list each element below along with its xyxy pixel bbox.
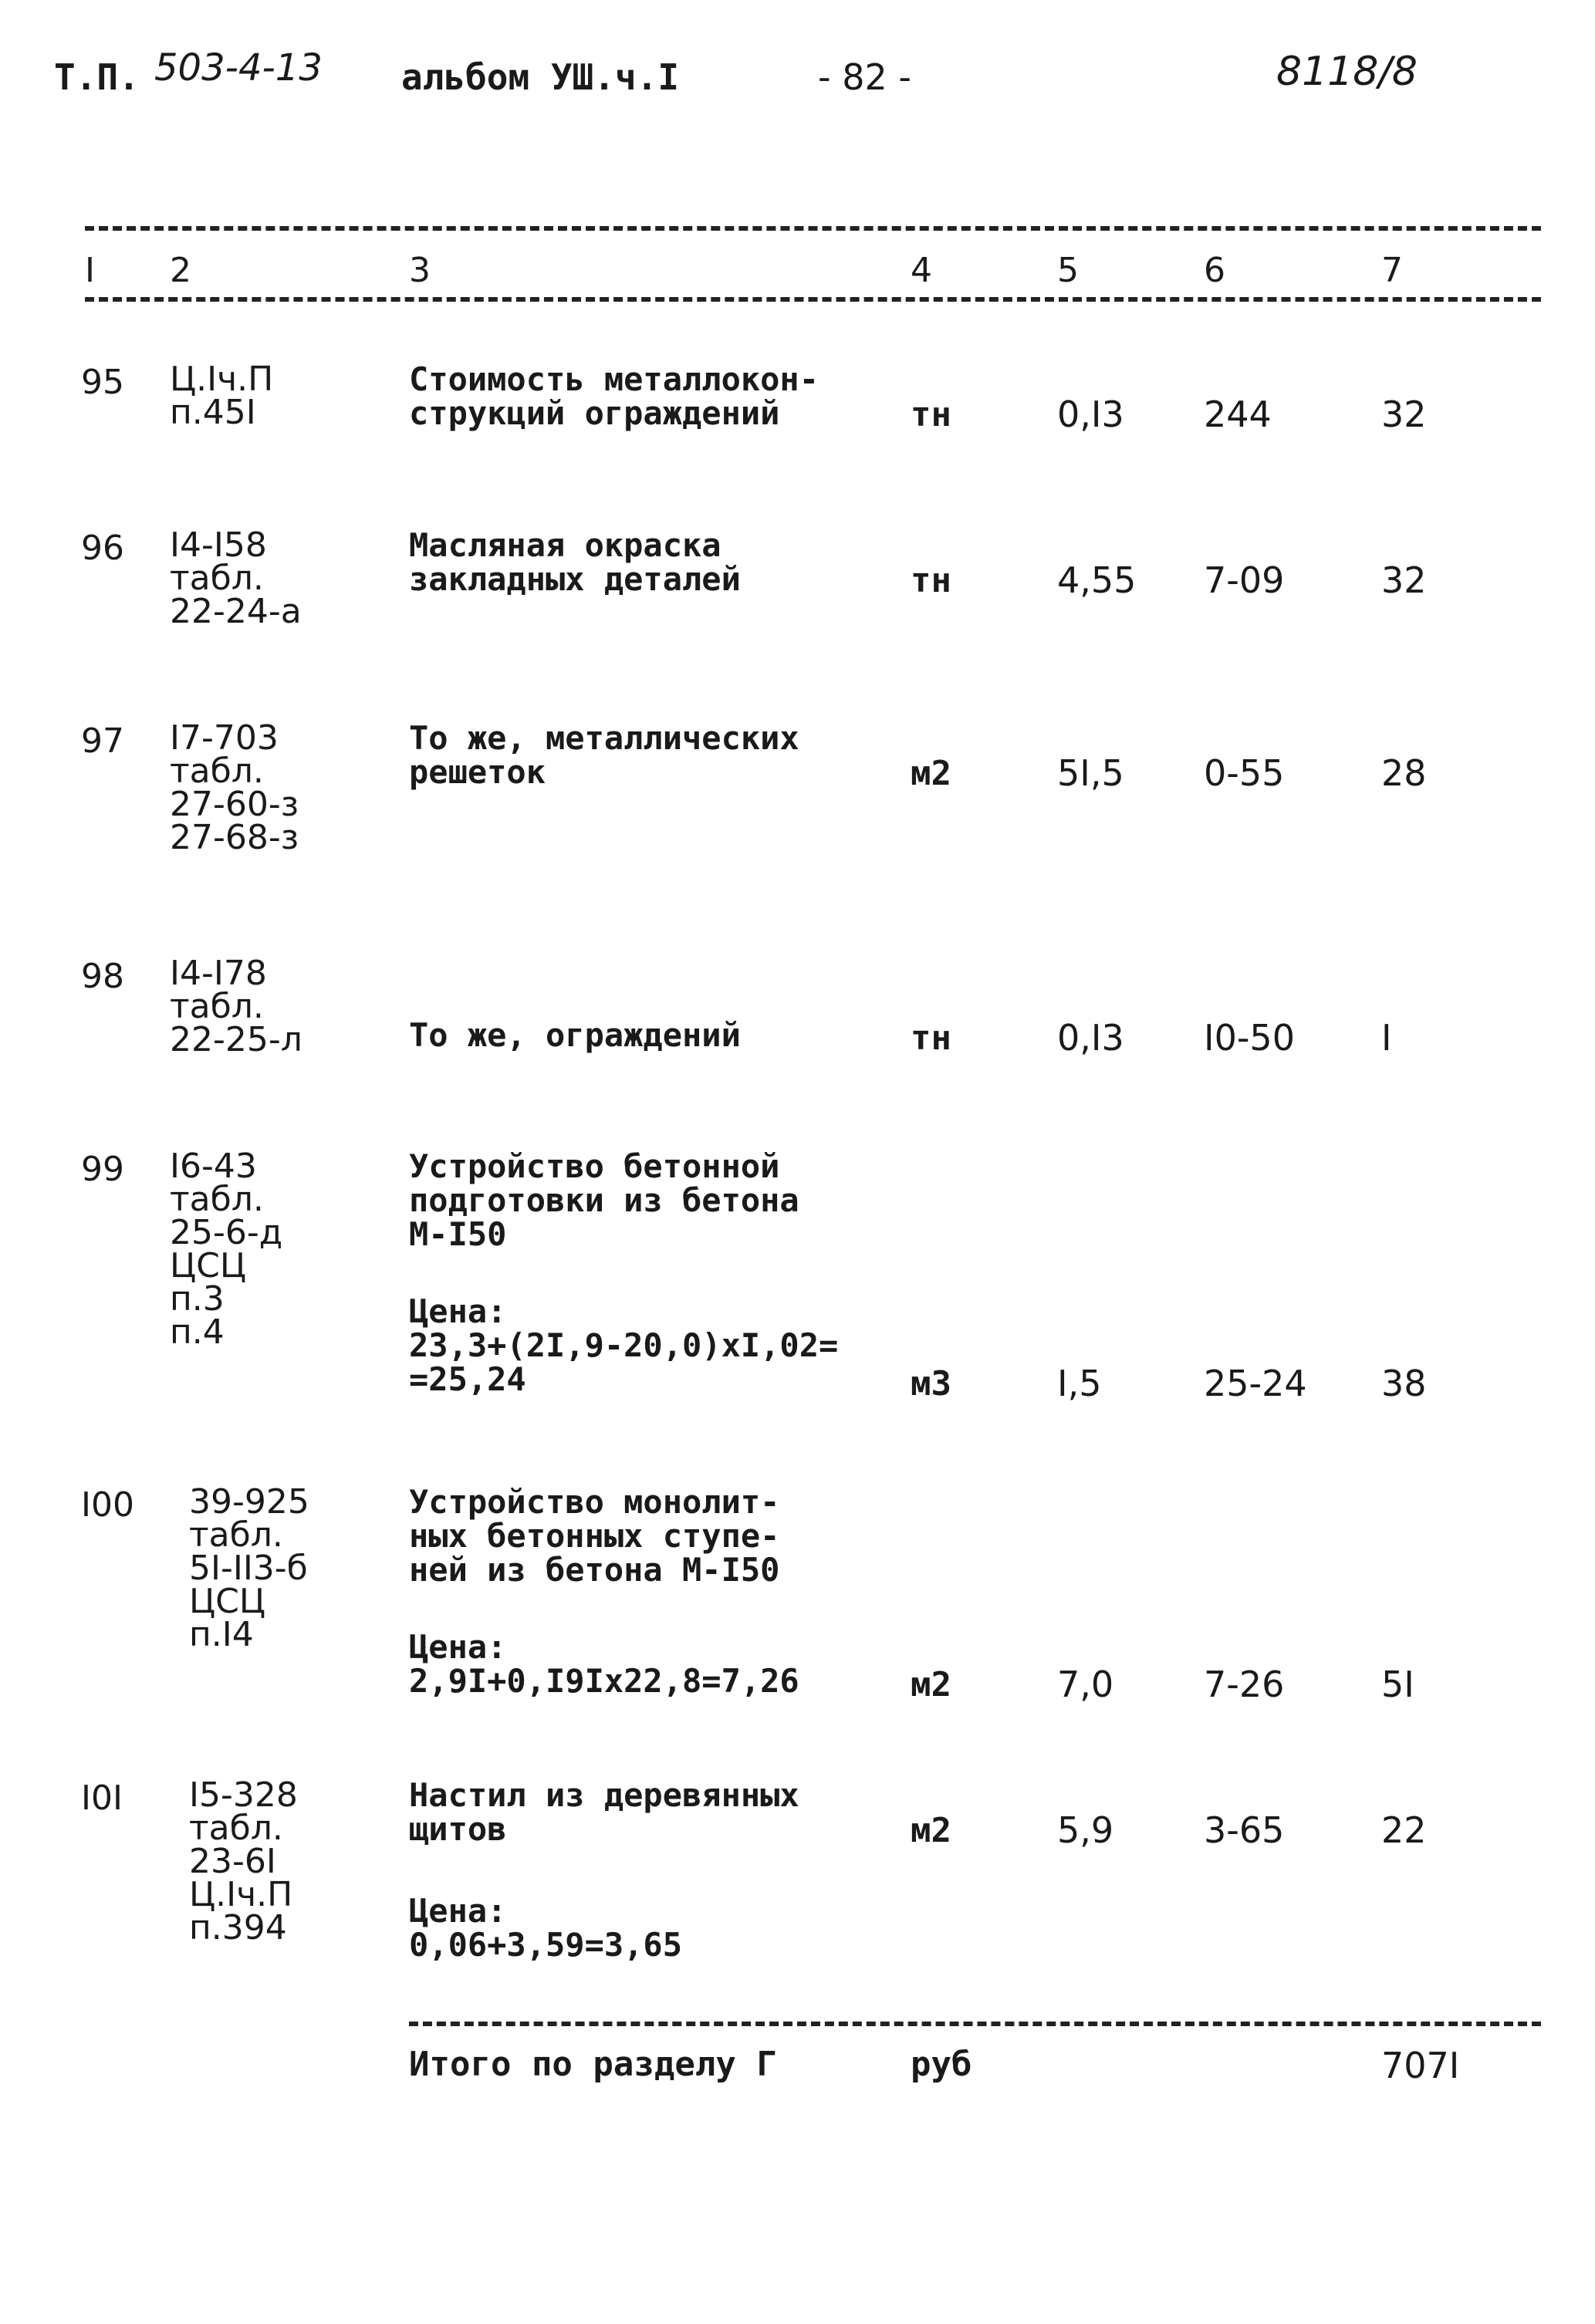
row-cost: 28 [1381,752,1427,794]
row-reference: I5-328 табл. 23-6I Ц.Iч.П п.394 [189,1775,298,1947]
album-label: альбом УШ.ч.I [401,56,680,98]
column-header-5: 5 [1057,251,1079,290]
row-quantity: 5I,5 [1057,752,1124,794]
row-cost: 22 [1381,1809,1427,1851]
row-number: I00 [81,1485,134,1525]
row-quantity: I,5 [1057,1363,1102,1404]
row-description: То же, ограждений [409,1016,741,1054]
header-prefix: Т.П. [54,56,140,98]
total-unit: руб [911,2045,972,2084]
row-number: 98 [81,957,124,996]
row-rate: 244 [1204,394,1272,435]
total-value: 707I [1381,2045,1460,2086]
table-header-rule [85,297,1541,302]
page-number: - 82 - [818,56,911,98]
column-header-2: 2 [170,251,191,290]
row-rate: 25-24 [1204,1363,1307,1404]
row-cost: 38 [1381,1363,1427,1404]
row-cost: 32 [1381,394,1427,435]
row-description: То же, металлических решеток [409,719,799,791]
row-reference: Ц.Iч.П п.45I [170,360,274,432]
column-header-1: I [85,251,95,290]
row-cost: 32 [1381,559,1427,601]
row-number: 99 [81,1150,124,1189]
project-number: 503-4-13 [154,46,323,90]
column-header-7: 7 [1381,251,1403,290]
row-number: 95 [81,363,124,402]
row-cost: I [1381,1017,1392,1059]
row-price-calc: Цена: 2,9I+0,I9Ix22,8=7,26 [409,1628,799,1700]
row-reference: I6-43 табл. 25-6-д ЦСЦ п.3 п.4 [170,1147,283,1352]
row-unit: м2 [911,1811,951,1850]
row-number: 97 [81,721,124,761]
document-code: 8118/8 [1276,49,1418,95]
row-rate: 7-26 [1204,1664,1285,1705]
row-reference: I7-703 табл. 27-60-з 27-68-з [170,718,299,857]
row-unit: м2 [911,754,951,793]
column-header-3: 3 [409,251,431,290]
row-unit: тн [911,1018,951,1058]
row-description: Масляная окраска закладных деталей [409,526,741,598]
row-number: 96 [81,529,124,568]
total-rule [409,2022,1541,2026]
row-number: I0I [81,1778,123,1818]
page-header [54,42,1541,104]
row-rate: 0-55 [1204,752,1285,794]
row-quantity: 0,I3 [1057,1017,1124,1059]
row-quantity: 7,0 [1057,1664,1114,1705]
column-header-4: 4 [911,251,932,290]
row-quantity: 0,I3 [1057,394,1124,435]
row-reference: I4-I58 табл. 22-24-а [170,525,302,631]
row-unit: тн [911,561,951,600]
total-label: Итого по разделу Г [409,2045,777,2084]
row-unit: м3 [911,1364,951,1404]
row-quantity: 5,9 [1057,1809,1114,1851]
row-reference: 39-925 табл. 5I-II3-б ЦСЦ п.I4 [189,1482,309,1654]
row-quantity: 4,55 [1057,559,1137,601]
row-rate: 7-09 [1204,559,1285,601]
table-top-rule [85,226,1541,231]
row-price-calc: Цена: 0,06+3,59=3,65 [409,1892,683,1964]
column-header-6: 6 [1204,251,1225,290]
row-rate: 3-65 [1204,1809,1285,1851]
row-unit: м2 [911,1665,951,1704]
row-price-calc: Цена: 23,3+(2I,9-20,0)xI,02= =25,24 [409,1292,839,1398]
row-reference: I4-I78 табл. 22-25-л [170,954,302,1059]
row-description: Настил из деревянных щитов [409,1776,799,1848]
row-unit: тн [911,395,951,434]
row-description: Устройство монолит- ных бетонных ступе- ней из бетона М-I50 [409,1483,780,1589]
row-description: Устройство бетонной подготовки из бетона М-I50 [409,1147,799,1253]
row-description: Стоимость металлокон- струкций ограждений [409,360,819,432]
row-rate: I0-50 [1204,1017,1295,1059]
row-cost: 5I [1381,1664,1414,1705]
